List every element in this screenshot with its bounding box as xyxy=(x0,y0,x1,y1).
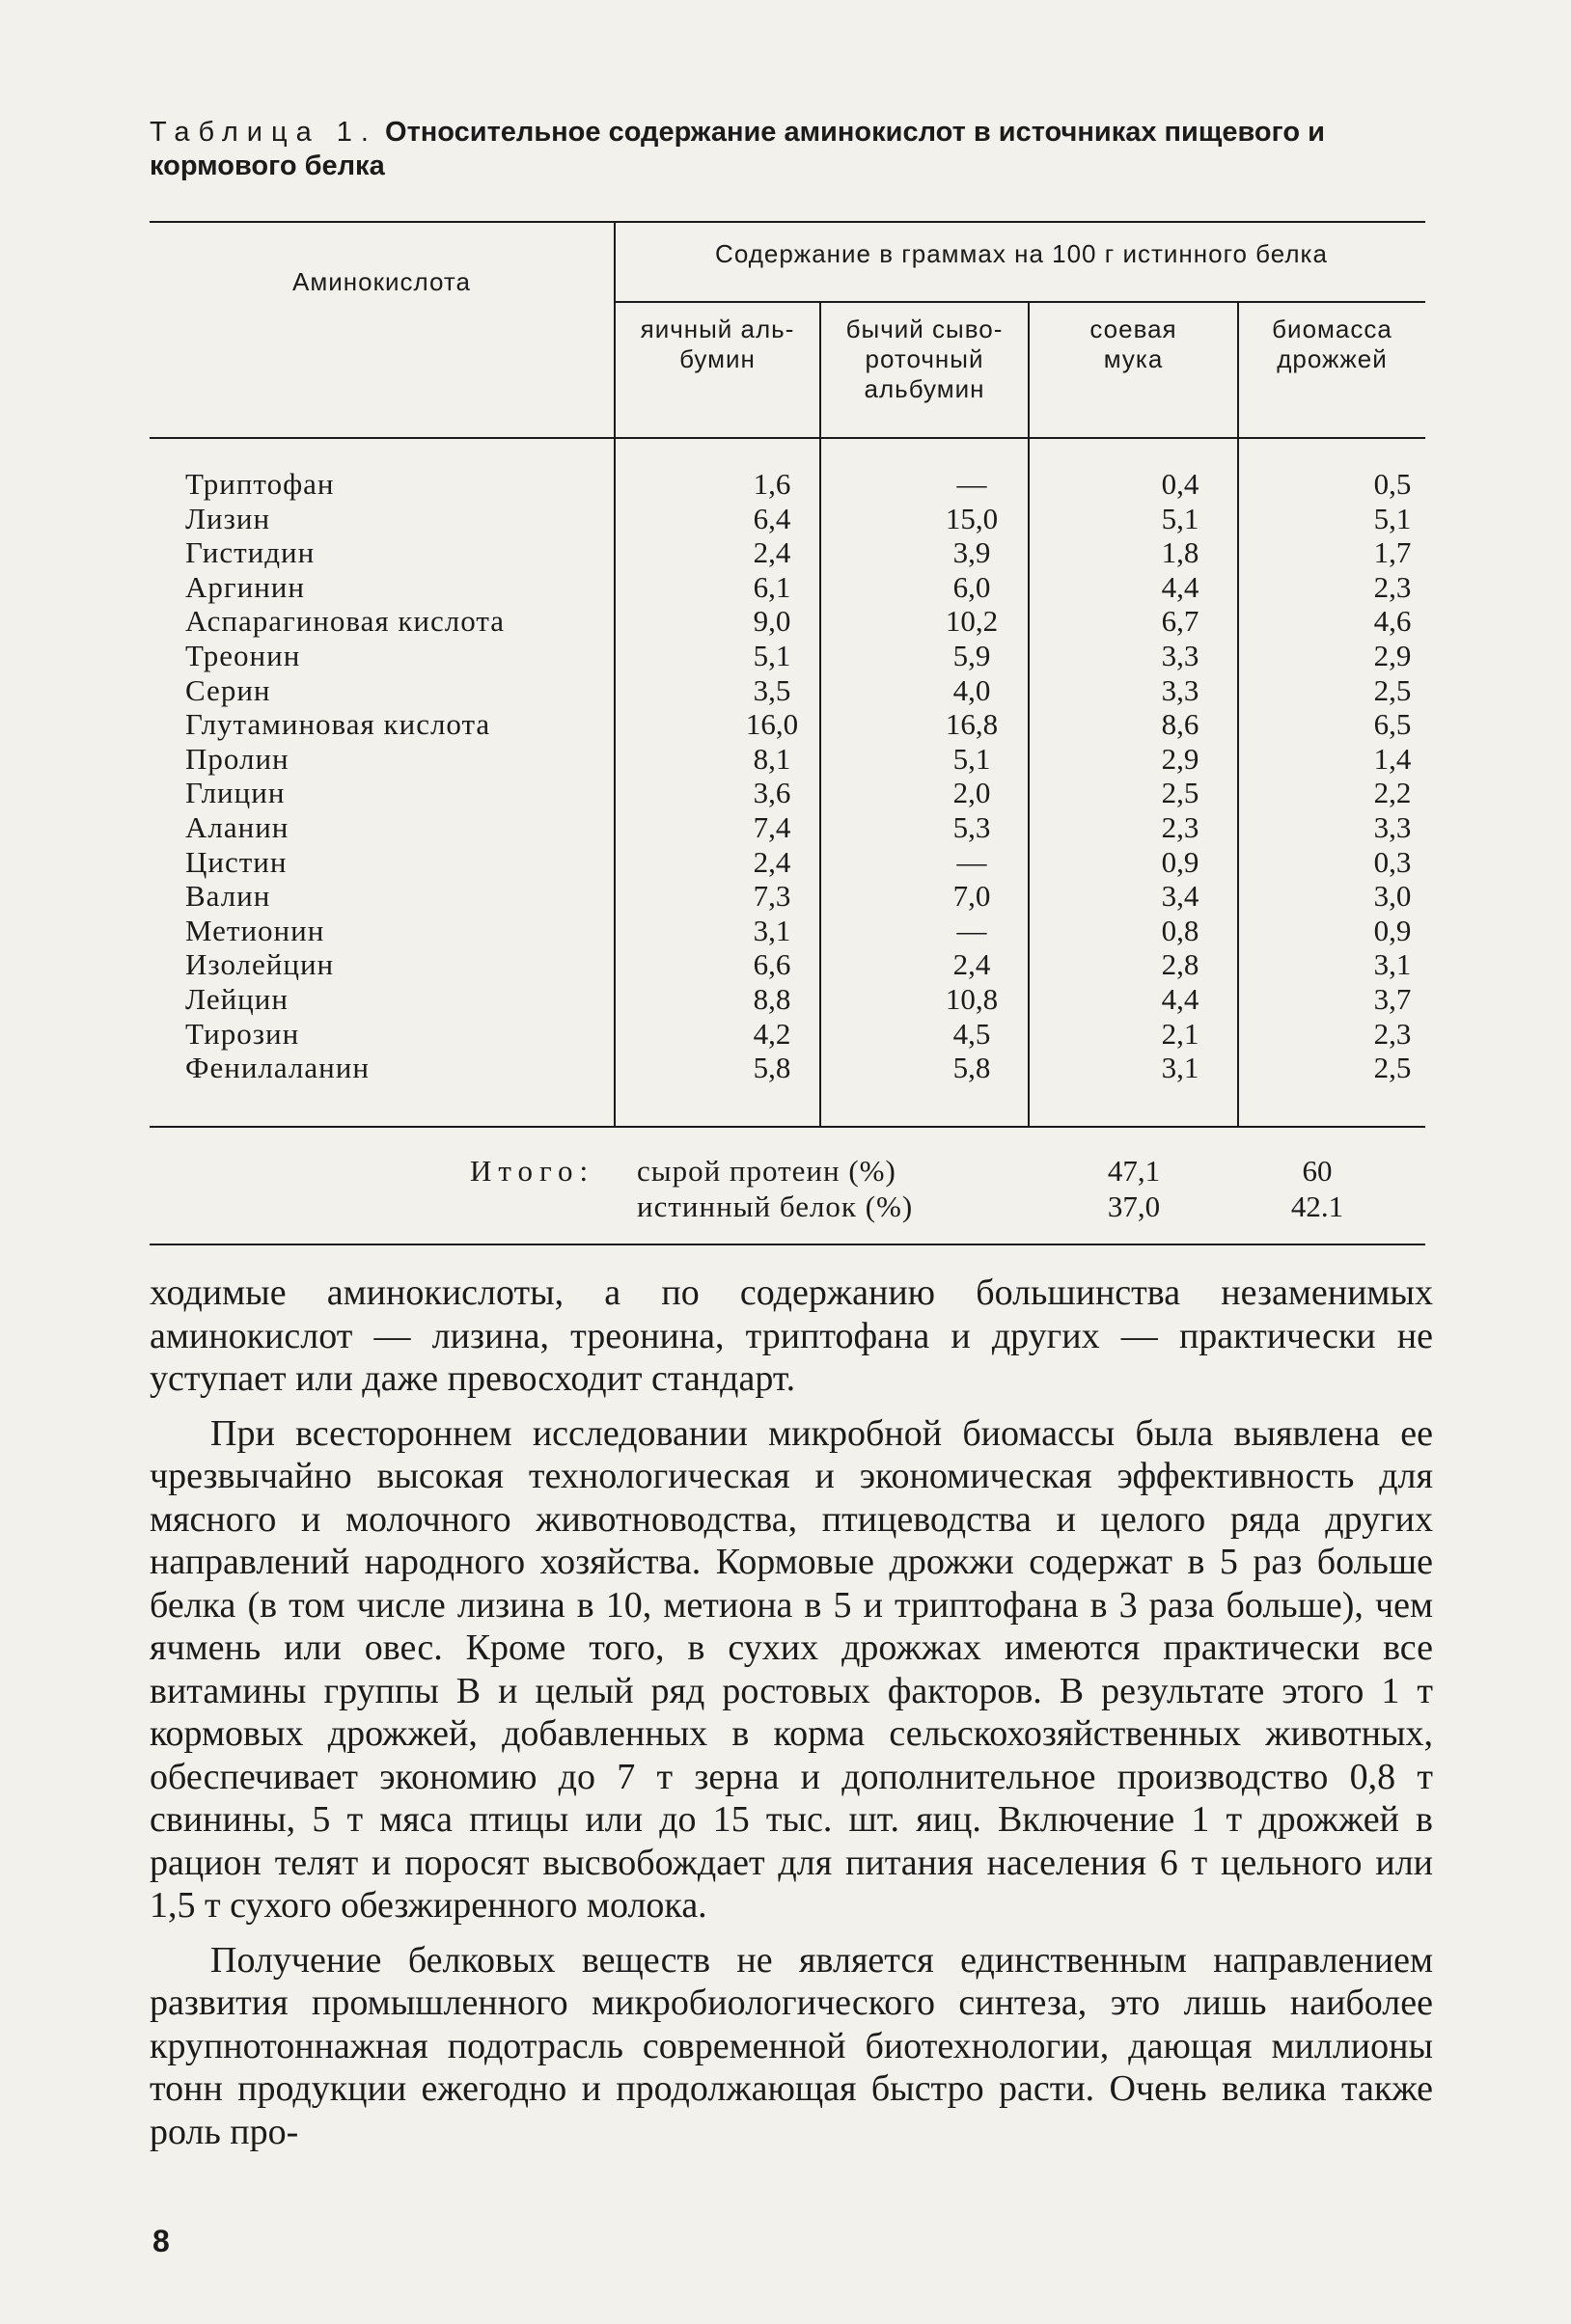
yeast-biomass-value: 0,5 xyxy=(1373,467,1412,501)
soy-flour-value: 3,4 xyxy=(1161,879,1199,914)
serum-albumin-value: 16,8 xyxy=(945,707,999,742)
crude-protein-label: сырой протеин (%) xyxy=(637,1154,896,1188)
table-caption xyxy=(150,116,1404,183)
aminoacid-name: Треонин xyxy=(185,638,301,672)
totals-label: Итого: xyxy=(470,1154,595,1188)
table-row xyxy=(150,707,1423,742)
serum-albumin-value: 10,2 xyxy=(945,604,999,639)
yeast-biomass-value: 5,1 xyxy=(1373,501,1412,535)
crude-protein-soy: 47,1 xyxy=(1107,1154,1161,1188)
table-caption-title: Относительное содержание аминокислот в источниках пищевого и кормового белка xyxy=(150,117,1325,181)
aminoacid-name: Фенилаланин xyxy=(185,1051,370,1085)
soy-flour-value: 2,3 xyxy=(1161,809,1199,844)
crude-protein-yeast: 60 xyxy=(1302,1154,1333,1188)
yeast-biomass-value: 3,3 xyxy=(1373,809,1412,844)
table-row xyxy=(150,1051,1423,1085)
table-caption-label: Таблица 1. xyxy=(150,117,377,148)
true-protein-label: истинный белок (%) xyxy=(637,1189,914,1223)
serum-albumin-value: 2,4 xyxy=(952,947,991,982)
aminoacid-name: Аланин xyxy=(185,809,289,844)
yeast-biomass-value: 0,9 xyxy=(1373,913,1412,947)
header-bottom-rule xyxy=(150,437,1425,439)
header-soy-flour: соевая мука xyxy=(1089,314,1177,373)
body-text xyxy=(150,1271,1433,2153)
egg-albumin-value: 4,2 xyxy=(753,1016,791,1051)
egg-albumin-value: 5,8 xyxy=(753,1051,791,1085)
egg-albumin-value: 16,0 xyxy=(745,707,799,742)
egg-albumin-value: 2,4 xyxy=(753,844,791,879)
soy-flour-value: 0,9 xyxy=(1161,844,1199,879)
page-number: 8 xyxy=(152,2224,170,2258)
aminoacid-name: Аргинин xyxy=(185,569,305,604)
egg-albumin-value: 5,1 xyxy=(753,638,791,672)
aminoacid-name: Лейцин xyxy=(185,981,289,1016)
serum-albumin-value: — xyxy=(956,844,987,879)
body-bottom-rule xyxy=(150,1126,1425,1128)
aminoacid-name: Валин xyxy=(185,879,271,914)
group-header-rule xyxy=(614,301,1425,303)
egg-albumin-value: 8,8 xyxy=(753,981,791,1016)
serum-albumin-value: 5,9 xyxy=(952,638,991,672)
table-bottom-rule xyxy=(150,1244,1425,1245)
table-row xyxy=(150,914,1423,948)
serum-albumin-value: — xyxy=(956,467,987,501)
table-body xyxy=(150,467,1423,1085)
soy-flour-value: 3,3 xyxy=(1161,672,1199,707)
serum-albumin-value: 5,8 xyxy=(952,1051,991,1085)
yeast-biomass-value: 3,1 xyxy=(1373,947,1412,982)
table-row xyxy=(150,776,1423,810)
table-row xyxy=(150,502,1423,536)
serum-albumin-value: 2,0 xyxy=(952,776,991,810)
egg-albumin-value: 6,1 xyxy=(753,569,791,604)
paragraph: При всестороннем исследовании микробной биомассы была выявлена ее чрезвычайно высокая технологическая и экономическая эффективность для мясного и молочного животноводства, птицеводства и целого ряда других направлений народного хозяйства. Кормовые дрожжи содержат в 5 раз больше белка (в том числе лизина в 10, метиона в 5 и триптофана в 3 раза больше), чем ячмень или овес. Кроме того, в сухих дрожжах имеются практически все витамины группы В и целый ряд ростовых факторов. В результате этого 1 т кормовых дрожжей, добавленных в корма сельскохозяйственных животных, обеспечивает экономию до 7 т зерна и дополнительное производство 0,8 т свинины, 5 т мяса птицы или до 15 тыс. шт. яиц. Включение 1 т дрожжей в рацион телят и поросят высвобождает для питания населения 6 т цельного или 1,5 т сухого обезжиренного молока. xyxy=(150,1412,1433,1926)
serum-albumin-value: — xyxy=(956,913,987,947)
serum-albumin-value: 4,5 xyxy=(952,1016,991,1051)
table-row xyxy=(150,879,1423,914)
soy-flour-value: 0,8 xyxy=(1161,913,1199,947)
aminoacid-name: Пролин xyxy=(185,741,289,776)
yeast-biomass-value: 4,6 xyxy=(1373,604,1412,639)
egg-albumin-value: 7,3 xyxy=(753,879,791,914)
table-row xyxy=(150,947,1423,982)
yeast-biomass-value: 2,5 xyxy=(1373,1051,1412,1085)
yeast-biomass-value: 3,7 xyxy=(1373,981,1412,1016)
serum-albumin-value: 3,9 xyxy=(952,535,991,570)
yeast-biomass-value: 2,5 xyxy=(1373,672,1412,707)
table-row xyxy=(150,639,1423,673)
serum-albumin-value: 4,0 xyxy=(952,672,991,707)
table-top-rule xyxy=(150,221,1425,223)
egg-albumin-value: 7,4 xyxy=(753,809,791,844)
aminoacid-name: Тирозин xyxy=(185,1016,300,1051)
serum-albumin-value: 6,0 xyxy=(952,569,991,604)
table-row xyxy=(150,982,1423,1017)
soy-flour-value: 0,4 xyxy=(1161,467,1199,501)
soy-flour-value: 3,3 xyxy=(1161,638,1199,672)
soy-flour-value: 2,1 xyxy=(1161,1016,1199,1051)
true-protein-yeast: 42.1 xyxy=(1290,1189,1344,1223)
table-row xyxy=(150,810,1423,845)
serum-albumin-value: 15,0 xyxy=(945,501,999,535)
yeast-biomass-value: 0,3 xyxy=(1373,844,1412,879)
header-group-title: Содержание в граммах на 100 г истинного белка xyxy=(715,239,1328,268)
aminoacid-name: Метионин xyxy=(185,913,325,947)
soy-flour-value: 4,4 xyxy=(1161,981,1199,1016)
soy-flour-value: 2,8 xyxy=(1161,947,1199,982)
serum-albumin-value: 5,1 xyxy=(952,741,991,776)
soy-flour-value: 2,5 xyxy=(1161,776,1199,810)
header-bovine-serum-albumin: бычий сыво- роточный альбумин xyxy=(845,314,1004,403)
aminoacid-name: Аспарагиновая кислота xyxy=(185,604,506,639)
table-row xyxy=(150,742,1423,777)
paragraph: ходимые аминокислоты, а по содержанию большинства незаменимых аминокислот — лизина, треонина, триптофана и других — практически не уступает или даже превосходит стандарт. xyxy=(150,1272,1433,1399)
paragraph: Получение белковых веществ не является единственным направлением развития промышленного микробиологического синтеза, это лишь наиболее крупнотоннажная подотрасль современной биотехнологии, дающая миллионы тонн продукции ежегодно и продолжающая быстро расти. Очень велика также роль про- xyxy=(150,1939,1433,2152)
soy-flour-value: 5,1 xyxy=(1161,501,1199,535)
aminoacid-name: Лизин xyxy=(185,501,271,535)
header-egg-albumin: яичный аль- бумин xyxy=(640,314,795,373)
aminoacid-name: Триптофан xyxy=(185,467,335,501)
egg-albumin-value: 6,6 xyxy=(753,947,791,982)
yeast-biomass-value: 2,3 xyxy=(1373,569,1412,604)
aminoacid-name: Серин xyxy=(185,672,271,707)
soy-flour-value: 1,8 xyxy=(1161,535,1199,570)
aminoacid-name: Цистин xyxy=(185,844,288,879)
yeast-biomass-value: 6,5 xyxy=(1373,707,1412,742)
yeast-biomass-value: 2,3 xyxy=(1373,1016,1412,1051)
yeast-biomass-value: 1,7 xyxy=(1373,535,1412,570)
aminoacid-name: Глицин xyxy=(185,776,286,810)
aminoacid-name: Гистидин xyxy=(185,535,316,570)
yeast-biomass-value: 1,4 xyxy=(1373,741,1412,776)
table-row xyxy=(150,673,1423,708)
aminoacid-name: Изолейцин xyxy=(185,947,335,982)
table-row xyxy=(150,570,1423,605)
soy-flour-value: 8,6 xyxy=(1161,707,1199,742)
egg-albumin-value: 3,6 xyxy=(753,776,791,810)
table-row xyxy=(150,604,1423,639)
egg-albumin-value: 3,1 xyxy=(753,913,791,947)
aminoacid-name: Глутаминовая кислота xyxy=(185,707,491,742)
table-row xyxy=(150,535,1423,570)
table-row xyxy=(150,1017,1423,1052)
yeast-biomass-value: 2,2 xyxy=(1373,776,1412,810)
egg-albumin-value: 3,5 xyxy=(753,672,791,707)
egg-albumin-value: 1,6 xyxy=(753,467,791,501)
true-protein-soy: 37,0 xyxy=(1107,1189,1161,1223)
table-row xyxy=(150,467,1423,502)
yeast-biomass-value: 3,0 xyxy=(1373,879,1412,914)
egg-albumin-value: 6,4 xyxy=(753,501,791,535)
serum-albumin-value: 7,0 xyxy=(952,879,991,914)
header-yeast-biomass: биомасса дрожжей xyxy=(1272,314,1392,373)
soy-flour-value: 3,1 xyxy=(1161,1051,1199,1085)
egg-albumin-value: 2,4 xyxy=(753,535,791,570)
egg-albumin-value: 8,1 xyxy=(753,741,791,776)
soy-flour-value: 2,9 xyxy=(1161,741,1199,776)
soy-flour-value: 6,7 xyxy=(1161,604,1199,639)
egg-albumin-value: 9,0 xyxy=(753,604,791,639)
table-row xyxy=(150,845,1423,880)
serum-albumin-value: 10,8 xyxy=(945,981,999,1016)
header-aminoacid: Аминокислота xyxy=(292,267,471,296)
yeast-biomass-value: 2,9 xyxy=(1373,638,1412,672)
serum-albumin-value: 5,3 xyxy=(952,809,991,844)
soy-flour-value: 4,4 xyxy=(1161,569,1199,604)
